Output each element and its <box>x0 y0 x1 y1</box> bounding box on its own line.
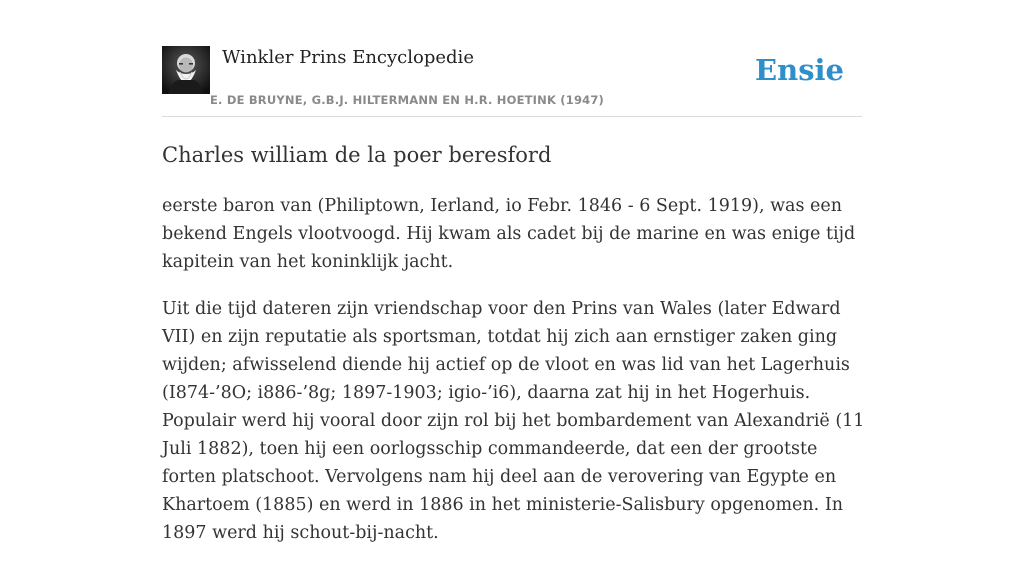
author-avatar[interactable] <box>162 46 210 94</box>
bearded-portrait-icon <box>162 46 210 94</box>
article-paragraph: eerste baron van (Philiptown, Ierland, io Febr. 1846 - 6 Sept. 1919), was een bekend Engels vlootvoogd. Hij kwam als cadet bij de marine en was enige tijd kapitein van het koninklijk jacht. <box>162 196 856 272</box>
publication-title[interactable]: Winkler Prins Encyclopedie <box>222 47 474 68</box>
article-paragraph: Uit die tijd dateren zijn vriendschap voor den Prins van Wales (later Edward VII) en zijn reputatie als sportsman, totdat hij zich aan ernstiger zaken ging wijden; afwisselend diende hij actief op de vloot en was lid van het Lagerhuis (I874-’8O; i886-’8g; 1897-1903; igio-’i6), daarna zat hij in het Hogerhuis. Populair werd hij vooral door zijn rol bij het bombardement van Alexandrië (11 Juli 1882), toen hij een oorlogsschip commandeerde, dat een der grootste forten platschoot. Vervolgens nam hij deel aan de verovering van Egypte en Khartoem (1885) en werd in 1886 in het ministerie-Salisbury opgenomen. In 1897 werd hij schout-bij-nacht. <box>162 299 865 543</box>
article-body <box>162 192 866 566</box>
site-logo[interactable]: Ensie <box>755 53 844 87</box>
publication-authors: E. DE BRUYNE, G.B.J. HILTERMANN EN H.R. HOETINK (1947) <box>210 93 605 107</box>
article-title: Charles william de la poer beresford <box>162 143 552 167</box>
site-header <box>162 46 862 117</box>
